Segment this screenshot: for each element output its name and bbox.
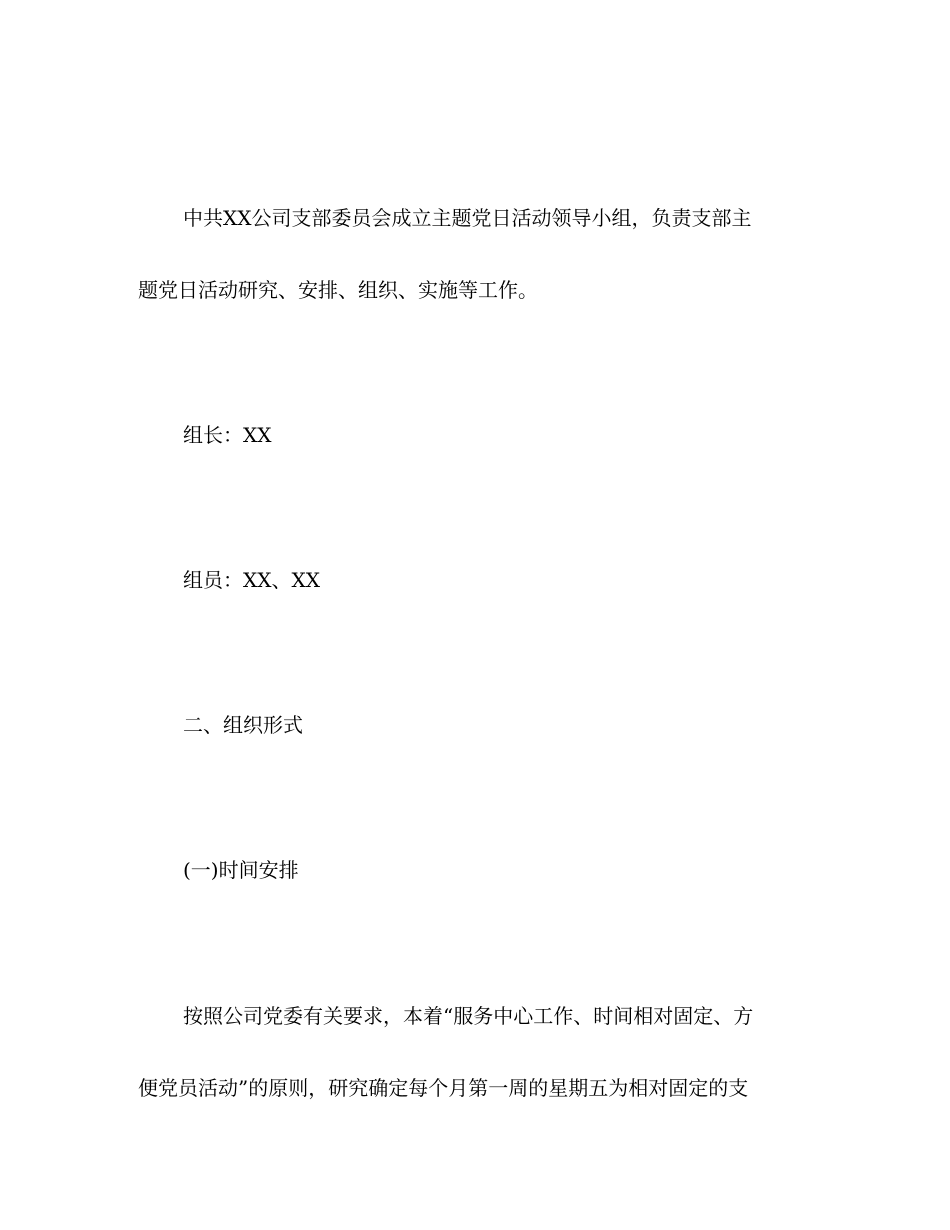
group-leader: 组长：XX bbox=[183, 423, 272, 447]
paragraph-line: 按照公司党委有关要求，本着“服务中心工作、时间相对固定、方 bbox=[183, 1004, 754, 1028]
subsection-heading: (一)时间安排 bbox=[183, 858, 299, 882]
section-heading: 二、组织形式 bbox=[183, 713, 303, 737]
paragraph-line: 中共XX公司支部委员会成立主题党日活动领导小组，负责支部主 bbox=[183, 206, 752, 230]
group-members: 组员：XX、XX bbox=[183, 568, 320, 592]
paragraph-line: 题党日活动研究、安排、组织、实施等工作。 bbox=[138, 278, 538, 302]
paragraph-line: 便党员活动”的原则，研究确定每个月第一周的星期五为相对固定的支 bbox=[138, 1076, 749, 1100]
